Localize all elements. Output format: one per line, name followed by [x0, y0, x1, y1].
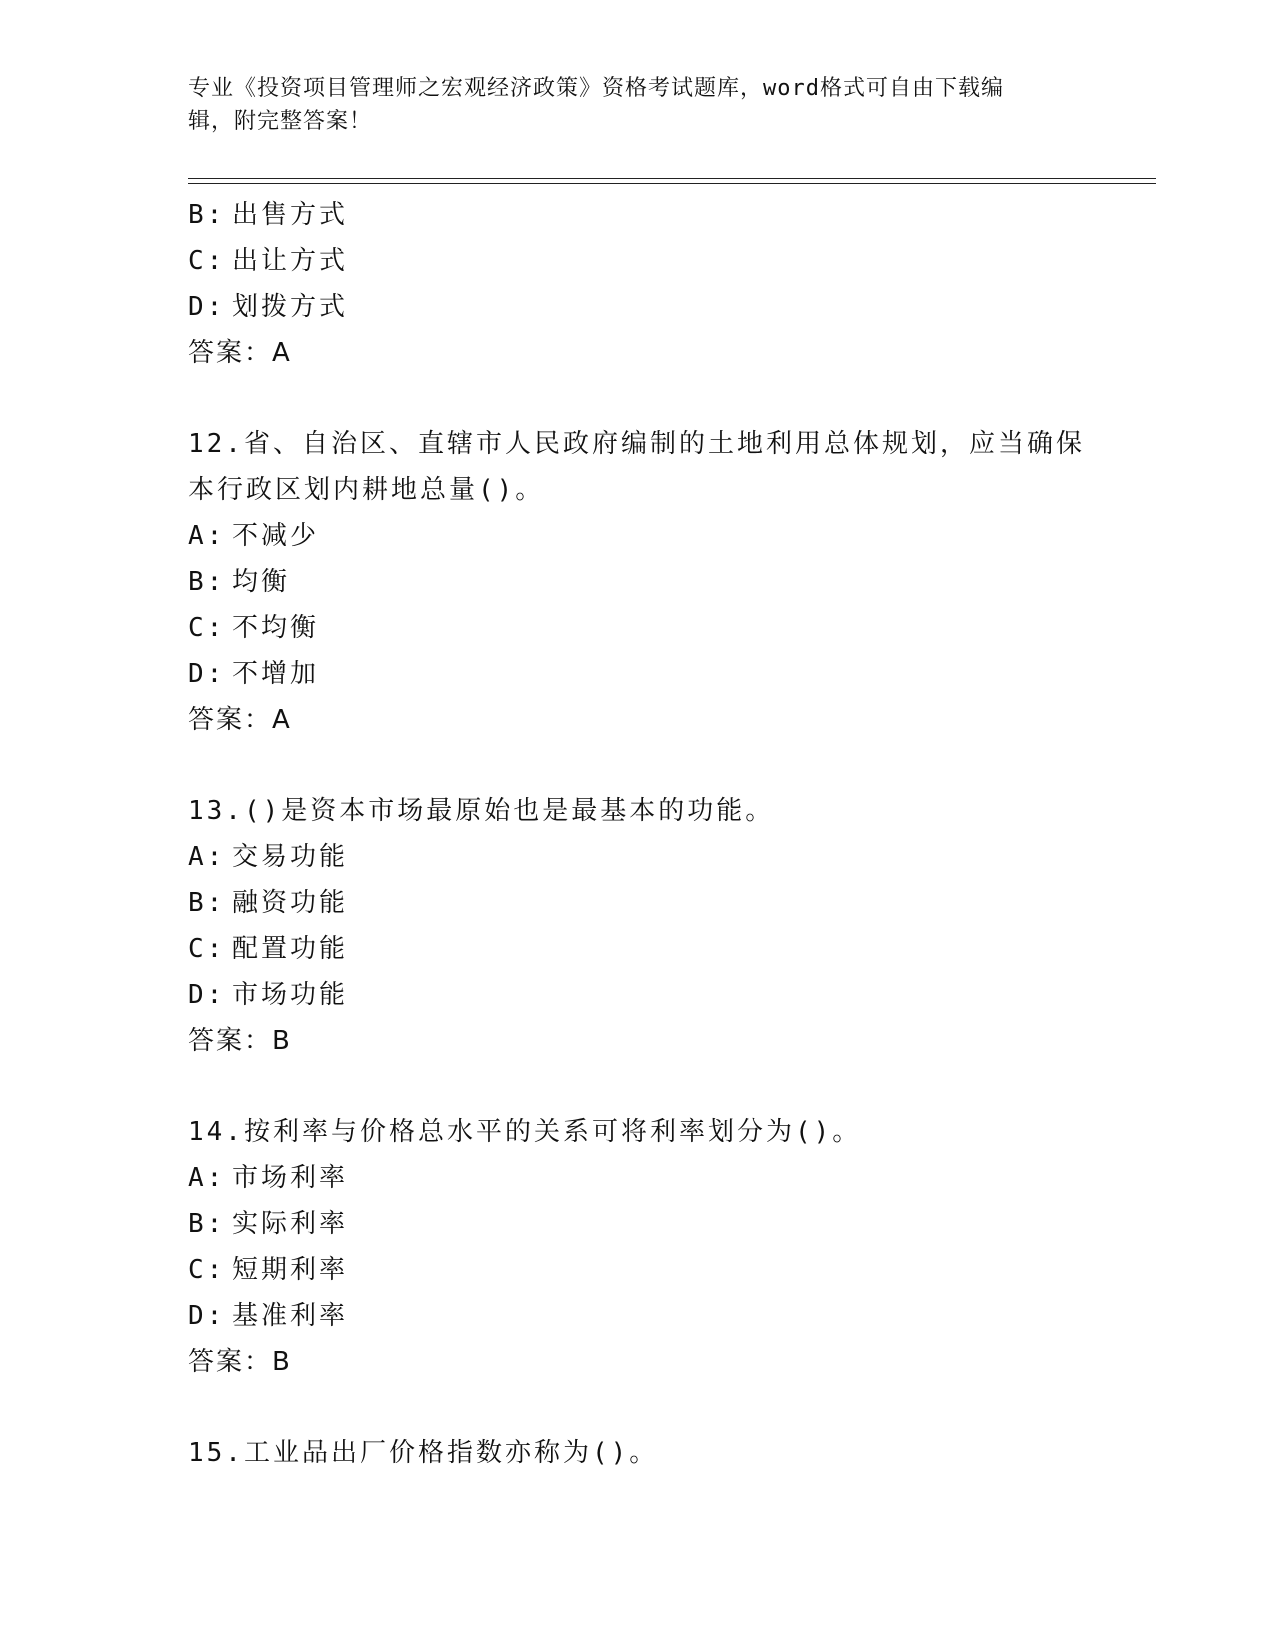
option-c: C: 不均衡	[188, 613, 320, 643]
answer: 答案：A	[188, 338, 292, 368]
question-text-line-1: 12.省、自治区、直辖市人民政府编制的土地利用总体规划，应当确保	[188, 429, 1085, 459]
header-line-2: 辑，附完整答案！	[188, 109, 373, 134]
option-d: D: 市场功能	[188, 980, 349, 1010]
option-b: B: 出售方式	[188, 200, 349, 230]
option-a: A: 交易功能	[188, 842, 349, 872]
option-c: C: 配置功能	[188, 934, 349, 964]
question-text-line-1: 13.()是资本市场最原始也是最基本的功能。	[188, 796, 775, 826]
answer: 答案：B	[188, 1026, 292, 1056]
question-content	[188, 192, 1088, 1476]
header-line-1: 专业《投资项目管理师之宏观经济政策》资格考试题库，word格式可自由下载编	[188, 76, 1004, 101]
header-rule-bottom	[188, 183, 1156, 184]
header-rule-top	[188, 178, 1156, 179]
question-11-tail	[188, 192, 1088, 376]
document-header	[188, 72, 1088, 138]
question-15	[188, 1430, 1088, 1476]
option-d: D: 不增加	[188, 659, 320, 689]
answer: 答案：B	[188, 1347, 292, 1377]
question-14	[188, 1109, 1088, 1385]
question-13	[188, 788, 1088, 1064]
question-text-line-2: 本行政区划内耕地总量()。	[188, 475, 545, 505]
option-d: D: 划拨方式	[188, 292, 349, 322]
option-c: C: 短期利率	[188, 1255, 349, 1285]
option-b: B: 实际利率	[188, 1209, 349, 1239]
option-a: A: 市场利率	[188, 1163, 349, 1193]
question-12	[188, 421, 1088, 743]
option-b: B: 均衡	[188, 567, 291, 597]
option-c: C: 出让方式	[188, 246, 349, 276]
option-b: B: 融资功能	[188, 888, 349, 918]
option-d: D: 基准利率	[188, 1301, 349, 1331]
option-a: A: 不减少	[188, 521, 320, 551]
answer: 答案：A	[188, 705, 292, 735]
question-text-line-1: 14.按利率与价格总水平的关系可将利率划分为()。	[188, 1117, 862, 1147]
question-text-line-1: 15.工业品出厂价格指数亦称为()。	[188, 1438, 659, 1468]
